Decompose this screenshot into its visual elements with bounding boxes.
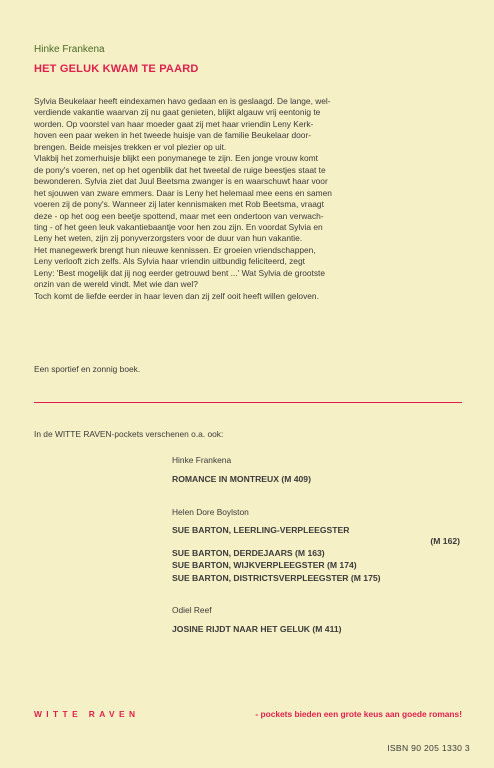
divider	[34, 402, 462, 403]
author-name: Hinke Frankena	[34, 44, 105, 55]
book-title-item	[172, 525, 464, 547]
group-author: Odiel Reef	[172, 605, 212, 616]
book-title-item: JOSINE RIJDT NAAR HET GELUK (M 411)	[172, 624, 342, 635]
blurb-text: Sylvia Beukelaar heeft eindexamen havo gedaan en is geslaagd. De lange, wel- verdiende vakantie waarvan zij nu gaat genieten, blijkt algauw vrij eentonig te worden. Op voorstel van haar moeder gaat zij met haar vriendin Leny Kerk- hoven een paar weken in het tweede huisje van de familie Beukelaar door- brengen. Beide meisjes trekken er vol plezier op uit. Vlakbij het zomerhuisje blijkt een ponymanege te zijn. Een jonge vrouw komt de pony's voeren, net op het ogenblik dat het tweetal de ruige beestjes staat te bewonderen. Sylvia ziet dat Juul Beetsma zwanger is en waarschuwt haar voor het sjouwen van zware emmers. Daar is Leny het helemaal mee eens en samen voeren zij de pony's. Wanneer zij later kennismaken met Rob Beetsma, vraagt deze - op het oog een beetje spottend, maar met een ondertoon van verwach- ting - of het geen leuk vakantiebaantje voor hen zou zijn. En voordat Sylvia en Leny het weten, zijn zij ponyverzorgsters voor de duur van hun vakantie. Het manegewerk brengt hun nieuwe kennissen. Er groeien vriendschappen, Leny verlooft zich zelfs. Als Sylvia haar vriendin uitbundig feliciteerd, zegt Leny: 'Best mogelijk dat jij nog eerder getrouwd bent ...' Wat Sylvia de grootste onzin van de wereld vindt. Met wie dan wel? Toch komt de liefde eerder in haar leven dan zij zelf ooit heeft willen geloven.	[34, 96, 332, 301]
blurb	[34, 96, 462, 302]
series-brand: WITTE RAVEN	[34, 709, 140, 719]
book-title-text: SUE BARTON, LEERLING-VERPLEEGSTER	[172, 524, 350, 535]
group-author: Helen Dore Boylston	[172, 506, 249, 517]
book-group-reef	[172, 605, 464, 636]
book-list	[172, 455, 464, 657]
book-title-item: SUE BARTON, WIJKVERPLEEGSTER (M 174)	[172, 560, 357, 571]
book-group-boylston	[172, 507, 464, 585]
book-title-item: SUE BARTON, DISTRICTSVERPLEEGSTER (M 175)	[172, 572, 381, 583]
book-title-item: SUE BARTON, DERDEJAARS (M 163)	[172, 547, 325, 558]
isbn: ISBN 90 205 1330 3	[387, 743, 470, 753]
group-author: Hinke Frankena	[172, 455, 232, 465]
book-code: (M 162)	[430, 535, 460, 546]
book-title-item: ROMANCE IN MONTREUX (M 409)	[172, 474, 311, 484]
book-title: HET GELUK KWAM TE PAARD	[34, 63, 199, 75]
book-group-frankena	[172, 455, 464, 486]
slogan-text: - pockets bieden een grote keus aan goede romans!	[255, 709, 462, 719]
footer-slogan	[34, 709, 462, 719]
series-intro: In de WITTE RAVEN-pockets verschenen o.a. ook:	[34, 429, 224, 439]
tagline: Een sportief en zonnig boek.	[34, 364, 141, 374]
